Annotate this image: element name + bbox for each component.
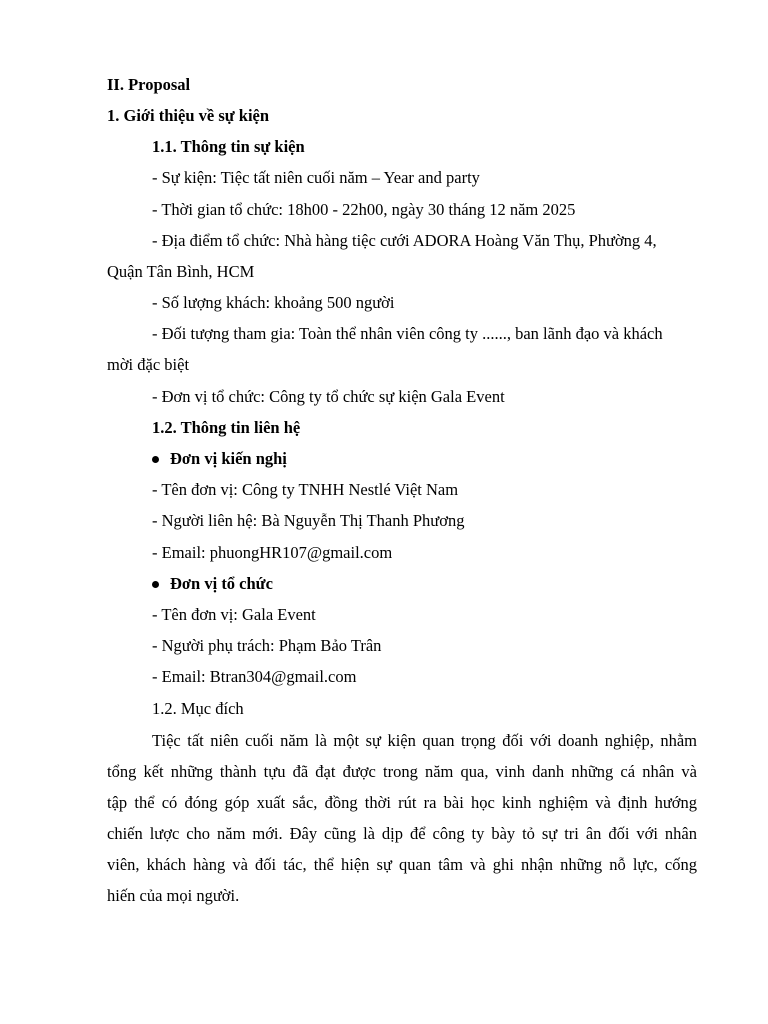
bullet-organizer-heading: Đơn vị tổ chức bbox=[170, 574, 273, 593]
purpose-paragraph-line: viên, khách hàng và đối tác, thể hiện sự quan tâm và ghi nhận những nỗ lực, cống bbox=[107, 855, 697, 874]
purpose-paragraph-line: tổng kết những thành tựu đã đạt được trong năm qua, vinh danh những cá nhân và bbox=[107, 762, 697, 781]
proposer-contact-line: - Người liên hệ: Bà Nguyễn Thị Thanh Phương bbox=[152, 511, 465, 530]
heading-event-intro: 1. Giới thiệu về sự kiện bbox=[107, 106, 270, 125]
event-attendees-line-2: mời đặc biệt bbox=[107, 355, 190, 374]
organizer-name-line: - Tên đơn vị: Gala Event bbox=[152, 605, 316, 624]
section-heading: II. Proposal bbox=[107, 75, 191, 94]
event-venue-line-1: - Địa điểm tổ chức: Nhà hàng tiệc cưới ADORA Hoàng Văn Thụ, Phường 4, bbox=[152, 231, 657, 250]
proposer-email-line: - Email: phuongHR107@gmail.com bbox=[152, 543, 393, 562]
subheading-event-info: 1.1. Thông tin sự kiện bbox=[152, 137, 305, 156]
bullet-proposer-heading: Đơn vị kiến nghị bbox=[170, 449, 287, 468]
event-organizer-line: - Đơn vị tổ chức: Công ty tổ chức sự kiện Gala Event bbox=[152, 387, 505, 406]
purpose-paragraph-line: hiến của mọi người. bbox=[107, 886, 240, 905]
purpose-paragraph-line: chiến lược cho năm mới. Đây cũng là dịp để công ty bày tỏ sự tri ân đối với nhân bbox=[107, 824, 697, 843]
event-guests-line: - Số lượng khách: khoảng 500 người bbox=[152, 293, 395, 312]
event-venue-line-2: Quận Tân Bình, HCM bbox=[107, 262, 255, 281]
event-name-line: - Sự kiện: Tiệc tất niên cuối năm – Year and party bbox=[152, 168, 480, 187]
organizer-contact-line: - Người phụ trách: Phạm Bảo Trân bbox=[152, 636, 382, 655]
event-attendees-line-1: - Đối tượng tham gia: Toàn thể nhân viên công ty ......, ban lãnh đạo và khách bbox=[152, 324, 663, 343]
proposer-name-line: - Tên đơn vị: Công ty TNHH Nestlé Việt Nam bbox=[152, 480, 459, 499]
subheading-contact-info: 1.2. Thông tin liên hệ bbox=[152, 418, 301, 437]
purpose-paragraph-line: tập thể có đóng góp xuất sắc, đồng thời rút ra bài học kinh nghiệm và định hướng bbox=[107, 793, 697, 812]
subheading-purpose: 1.2. Mục đích bbox=[152, 699, 244, 718]
organizer-email-line: - Email: Btran304@gmail.com bbox=[152, 667, 357, 686]
bullet-icon bbox=[152, 581, 159, 588]
purpose-paragraph-line: Tiệc tất niên cuối năm là một sự kiện quan trọng đối với doanh nghiệp, nhằm bbox=[152, 731, 697, 750]
event-time-line: - Thời gian tổ chức: 18h00 - 22h00, ngày 30 tháng 12 năm 2025 bbox=[152, 200, 576, 219]
bullet-icon bbox=[152, 456, 159, 463]
